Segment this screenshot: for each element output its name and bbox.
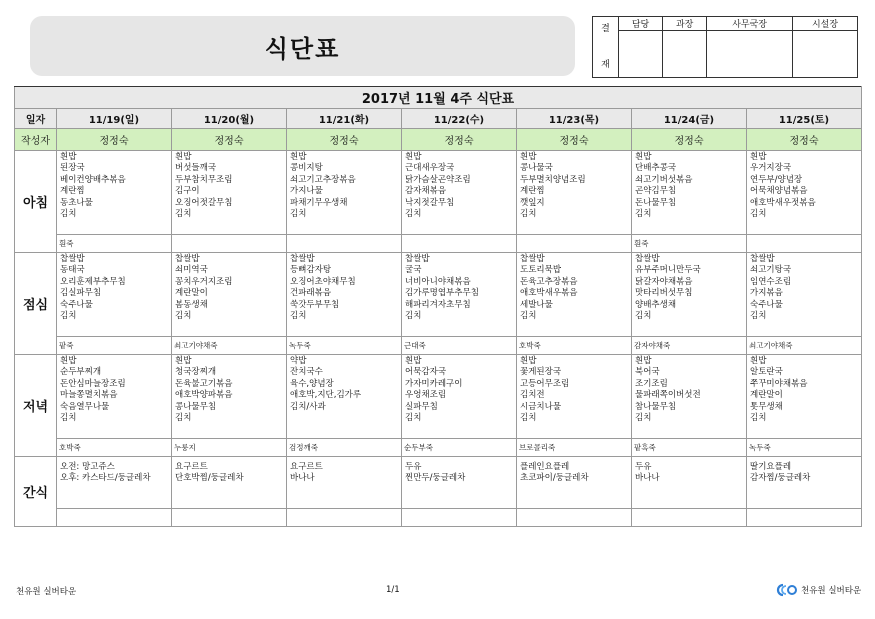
menu-item: 김치/사과 bbox=[290, 401, 326, 412]
menu-item: 톳무생채 bbox=[750, 401, 783, 412]
snack-item: 오전: 망고쥬스 bbox=[60, 462, 115, 472]
menu-item: 찹쌀밥 bbox=[290, 254, 315, 264]
menu-item: 가지나물 bbox=[290, 186, 323, 197]
approval-side-label: 결 재 bbox=[593, 17, 619, 78]
footer-page-number: 1/1 bbox=[386, 585, 400, 595]
breakfast-cell bbox=[172, 151, 287, 235]
menu-item: 돈육불고기볶음 bbox=[175, 378, 233, 389]
date-header: 11/21(화) bbox=[287, 109, 402, 129]
menu-item: 김치 bbox=[290, 208, 307, 219]
menu-item: 김치 bbox=[520, 310, 537, 321]
lunch-cell bbox=[57, 253, 172, 337]
lunch-row bbox=[15, 253, 862, 337]
date-header: 11/25(토) bbox=[747, 109, 862, 129]
porridge-item: 쇠고기야채죽 bbox=[172, 337, 287, 355]
dinner-row bbox=[15, 355, 862, 439]
menu-item: 김치 bbox=[520, 412, 537, 423]
dinner-cell bbox=[632, 355, 747, 439]
porridge-item bbox=[402, 235, 517, 253]
author-label: 작성자 bbox=[15, 129, 57, 151]
snack-sub-cell bbox=[287, 509, 402, 527]
menu-item: 애호박새우젓볶음 bbox=[750, 197, 816, 208]
date-header: 11/20(월) bbox=[172, 109, 287, 129]
menu-item: 단배추콩국 bbox=[635, 163, 677, 174]
menu-item: 동태국 bbox=[60, 265, 85, 276]
snack-item: 찐만두/둥글레차 bbox=[405, 473, 466, 484]
snack-cell bbox=[632, 457, 747, 509]
logo-text: 천유원 실버타운 bbox=[801, 586, 862, 596]
menu-item: 김치 bbox=[175, 412, 192, 423]
dinner-cell bbox=[57, 355, 172, 439]
menu-item: 애호박새우볶음 bbox=[520, 288, 578, 299]
menu-item: 알토란국 bbox=[750, 367, 783, 378]
approval-role: 사무국장 bbox=[707, 17, 793, 31]
snack-sub-cell bbox=[632, 509, 747, 527]
menu-item: 김치 bbox=[750, 208, 767, 219]
dinner-cell bbox=[402, 355, 517, 439]
menu-item: 파채기무우생채 bbox=[290, 197, 348, 208]
menu-item: 흰밥 bbox=[175, 356, 192, 366]
snack-row bbox=[15, 457, 862, 509]
approval-role: 과장 bbox=[663, 17, 707, 31]
author-name: 정정숙 bbox=[632, 129, 747, 151]
footer-logo bbox=[776, 583, 861, 597]
menu-item: 가자미카레구이 bbox=[405, 378, 463, 389]
menu-item: 흰밥 bbox=[405, 152, 422, 162]
menu-item: 우거지장국 bbox=[750, 163, 792, 174]
menu-item: 찹쌀밥 bbox=[405, 254, 430, 264]
author-name: 정정숙 bbox=[747, 129, 862, 151]
week-title: 2017년 11월 4주 식단표 bbox=[15, 87, 862, 109]
date-label: 일자 bbox=[15, 109, 57, 129]
week-title-row bbox=[15, 87, 862, 109]
menu-item: 임연수조림 bbox=[750, 276, 792, 287]
lunch-cell bbox=[172, 253, 287, 337]
menu-item: 김치 bbox=[60, 208, 77, 219]
menu-item: 쇠고기탕국 bbox=[750, 265, 792, 276]
snack-sub-cell bbox=[517, 509, 632, 527]
menu-item: 양배추생채 bbox=[635, 299, 677, 310]
menu-item: 닭갈자야채볶음 bbox=[635, 276, 693, 287]
menu-item: 된장국 bbox=[60, 163, 85, 174]
menu-item: 김구이 bbox=[175, 186, 200, 197]
menu-item: 깻잎지 bbox=[520, 197, 545, 208]
menu-item: 김치 bbox=[750, 412, 767, 423]
porridge-item: 팥흑죽 bbox=[632, 439, 747, 457]
menu-item: 실파무침 bbox=[405, 401, 438, 412]
menu-item: 오징어초야채무침 bbox=[290, 276, 356, 287]
breakfast-cell bbox=[402, 151, 517, 235]
menu-item: 가지볶음 bbox=[750, 288, 783, 299]
porridge-item bbox=[747, 235, 862, 253]
snack-item: 바나나 bbox=[290, 473, 315, 484]
author-name: 정정숙 bbox=[287, 129, 402, 151]
menu-item: 두부참치무조림 bbox=[175, 174, 233, 185]
menu-item: 참나물무침 bbox=[635, 401, 677, 412]
menu-item: 고등어무조림 bbox=[520, 378, 570, 389]
title-banner bbox=[30, 16, 575, 76]
breakfast-cell bbox=[57, 151, 172, 235]
menu-item: 조기조림 bbox=[635, 378, 668, 389]
porridge-item: 녹두죽 bbox=[287, 337, 402, 355]
menu-item: 흰밥 bbox=[520, 356, 537, 366]
breakfast-cell bbox=[287, 151, 402, 235]
lunch-porridge-row bbox=[15, 337, 862, 355]
breakfast-cell bbox=[747, 151, 862, 235]
snack-sub-cell bbox=[57, 509, 172, 527]
snack-cell bbox=[172, 457, 287, 509]
menu-item: 김실파무침 bbox=[60, 288, 102, 299]
menu-item: 김치 bbox=[520, 208, 537, 219]
approval-table bbox=[592, 16, 858, 78]
menu-item: 세발나물 bbox=[520, 299, 553, 310]
approval-sign-box[interactable] bbox=[707, 31, 793, 78]
menu-item: 도토리묵밥 bbox=[520, 265, 562, 276]
snack-cell bbox=[517, 457, 632, 509]
menu-item: 콩비지탕 bbox=[290, 163, 323, 174]
lunch-cell bbox=[287, 253, 402, 337]
menu-item: 김치 bbox=[750, 310, 767, 321]
porridge-item: 팥죽 bbox=[57, 337, 172, 355]
breakfast-cell bbox=[632, 151, 747, 235]
menu-item: 흰밥 bbox=[520, 152, 537, 162]
menu-item: 청국장찌개 bbox=[175, 367, 217, 378]
snack-item: 감자찜/둥글레차 bbox=[750, 473, 811, 484]
menu-item: 쇠고기고추장볶음 bbox=[290, 174, 356, 185]
footer-org: 천유원 실버타운 bbox=[16, 587, 77, 597]
date-header: 11/24(금) bbox=[632, 109, 747, 129]
menu-item: 동초나물 bbox=[60, 197, 93, 208]
menu-item: 흰밥 bbox=[60, 152, 77, 162]
author-name: 정정숙 bbox=[57, 129, 172, 151]
dinner-cell bbox=[517, 355, 632, 439]
menu-item: 등뼈감자탕 bbox=[290, 265, 332, 276]
menu-item: 돈안심마늘장조림 bbox=[60, 378, 126, 389]
snack-sub-row bbox=[15, 509, 862, 527]
menu-item: 찹쌀밥 bbox=[175, 254, 200, 264]
porridge-item: 녹두죽 bbox=[747, 439, 862, 457]
lunch-cell bbox=[632, 253, 747, 337]
menu-item: 김치 bbox=[405, 412, 422, 423]
menu-item: 시금치나물 bbox=[520, 401, 562, 412]
porridge-item bbox=[172, 235, 287, 253]
author-name: 정정숙 bbox=[172, 129, 287, 151]
menu-item: 숙주나물 bbox=[750, 299, 783, 310]
menu-item: 물파래쪽이버섯전 bbox=[635, 390, 701, 401]
date-header: 11/22(수) bbox=[402, 109, 517, 129]
logo-icon bbox=[776, 583, 798, 597]
menu-item: 꽃게된장국 bbox=[520, 367, 562, 378]
snack-cell bbox=[287, 457, 402, 509]
author-name: 정정숙 bbox=[517, 129, 632, 151]
menu-item: 두부멸치양념조림 bbox=[520, 174, 586, 185]
menu-item: 흰밥 bbox=[750, 356, 767, 366]
date-header: 11/19(일) bbox=[57, 109, 172, 129]
menu-item: 계란말이 bbox=[175, 288, 208, 299]
menu-item: 숙음열무나물 bbox=[60, 401, 110, 412]
menu-item: 김치 bbox=[175, 310, 192, 321]
menu-item: 김치 bbox=[60, 412, 77, 423]
snack-item: 두유 bbox=[635, 462, 652, 472]
menu-item: 연두부/양념장 bbox=[750, 174, 803, 185]
dinner-porridge-row bbox=[15, 439, 862, 457]
snack-item: 오후: 카스타드/둥글레차 bbox=[60, 473, 151, 484]
dinner-cell bbox=[172, 355, 287, 439]
menu-item: 어묵채양념볶음 bbox=[750, 186, 808, 197]
menu-item: 계란말이 bbox=[750, 390, 783, 401]
menu-item: 베이컨양배추볶음 bbox=[60, 174, 126, 185]
dinner-cell bbox=[747, 355, 862, 439]
menu-item: 돈육고추장볶음 bbox=[520, 276, 578, 287]
menu-item: 찹쌀밥 bbox=[520, 254, 545, 264]
menu-item: 계란찜 bbox=[60, 186, 85, 197]
menu-item: 김치 bbox=[175, 208, 192, 219]
snack-item: 바나나 bbox=[635, 473, 660, 484]
menu-item: 찹쌀밥 bbox=[635, 254, 660, 264]
author-row bbox=[15, 129, 862, 151]
porridge-item: 쇠고기야채죽 bbox=[747, 337, 862, 355]
menu-item: 쑥갓두부무침 bbox=[290, 299, 340, 310]
menu-item: 낙지젓갈무침 bbox=[405, 197, 455, 208]
menu-item: 돈나물무침 bbox=[635, 197, 677, 208]
porridge-item: 브로콜리죽 bbox=[517, 439, 632, 457]
author-name: 정정숙 bbox=[402, 129, 517, 151]
breakfast-label: 아침 bbox=[15, 151, 57, 253]
menu-item: 김치 bbox=[635, 310, 652, 321]
lunch-cell bbox=[747, 253, 862, 337]
porridge-item: 누룽지 bbox=[172, 439, 287, 457]
porridge-item: 근대죽 bbox=[402, 337, 517, 355]
snack-item: 딸기요플레 bbox=[750, 462, 792, 472]
approval-sign-box[interactable] bbox=[663, 31, 707, 78]
lunch-label: 점심 bbox=[15, 253, 57, 355]
menu-item: 마늘쫑멸치볶음 bbox=[60, 390, 118, 401]
menu-item: 김치 bbox=[405, 208, 422, 219]
menu-item: 굴국 bbox=[405, 265, 422, 276]
lunch-cell bbox=[517, 253, 632, 337]
lunch-cell bbox=[402, 253, 517, 337]
menu-item: 어묵감자국 bbox=[405, 367, 447, 378]
menu-item: 해파리겨자초무침 bbox=[405, 299, 471, 310]
menu-item: 흰밥 bbox=[290, 152, 307, 162]
menu-item: 봄동생채 bbox=[175, 299, 208, 310]
porridge-item: 순두부죽 bbox=[402, 439, 517, 457]
menu-item: 오징어젓갈무침 bbox=[175, 197, 233, 208]
menu-item: 숙주나물 bbox=[60, 299, 93, 310]
approval-role: 담당 bbox=[619, 17, 663, 31]
menu-item: 유부주머니만두국 bbox=[635, 265, 701, 276]
dinner-label: 저녁 bbox=[15, 355, 57, 457]
snack-label: 간식 bbox=[15, 457, 57, 527]
menu-item: 순두부찌개 bbox=[60, 367, 102, 378]
snack-sub-cell bbox=[747, 509, 862, 527]
menu-item: 잔치국수 bbox=[290, 367, 323, 378]
menu-item: 김가루명엽부추무침 bbox=[405, 288, 479, 299]
menu-item: 흰밥 bbox=[635, 152, 652, 162]
menu-item: 쇠미역국 bbox=[175, 265, 208, 276]
menu-item: 버섯들깨국 bbox=[175, 163, 217, 174]
menu-item: 김치 bbox=[635, 412, 652, 423]
snack-cell bbox=[747, 457, 862, 509]
porridge-item: 검정깨죽 bbox=[287, 439, 402, 457]
menu-item: 육수,양념장 bbox=[290, 378, 334, 389]
menu-item: 우엉채조림 bbox=[405, 390, 447, 401]
menu-item: 김치 bbox=[290, 310, 307, 321]
porridge-item bbox=[517, 235, 632, 253]
snack-cell bbox=[57, 457, 172, 509]
porridge-item: 흰죽 bbox=[632, 235, 747, 253]
menu-item: 김치 bbox=[405, 310, 422, 321]
snack-item: 두유 bbox=[405, 462, 422, 472]
menu-item: 김치 bbox=[60, 310, 77, 321]
menu-item: 건파래볶음 bbox=[290, 288, 332, 299]
porridge-item bbox=[287, 235, 402, 253]
porridge-item: 호박죽 bbox=[517, 337, 632, 355]
menu-item: 찹쌀밥 bbox=[750, 254, 775, 264]
menu-item: 흰밥 bbox=[175, 152, 192, 162]
menu-item: 곤약김무침 bbox=[635, 186, 677, 197]
approval-role: 시설장 bbox=[792, 17, 857, 31]
menu-item: 계란찜 bbox=[520, 186, 545, 197]
menu-item: 쭈꾸미야채볶음 bbox=[750, 378, 808, 389]
menu-item: 쇠고기버섯볶음 bbox=[635, 174, 693, 185]
menu-item: 약밥 bbox=[290, 356, 307, 366]
snack-item: 초코파이/둥글레차 bbox=[520, 473, 589, 484]
page-title: 식단표 bbox=[264, 34, 341, 63]
menu-item: 꽁치우거지조림 bbox=[175, 276, 233, 287]
breakfast-row bbox=[15, 151, 862, 235]
menu-item: 너비아니야채볶음 bbox=[405, 276, 471, 287]
snack-item: 단호박찜/둥글레차 bbox=[175, 473, 244, 484]
menu-item: 찹쌀밥 bbox=[60, 254, 85, 264]
menu-table bbox=[14, 86, 862, 527]
menu-item: 애호박양파볶음 bbox=[175, 390, 233, 401]
menu-item: 흰밥 bbox=[60, 356, 77, 366]
dinner-cell bbox=[287, 355, 402, 439]
snack-item: 플레인요플레 bbox=[520, 462, 570, 472]
menu-item: 흰밥 bbox=[405, 356, 422, 366]
menu-item: 김치 bbox=[635, 208, 652, 219]
porridge-item: 감자야채죽 bbox=[632, 337, 747, 355]
menu-item: 닭가슴살곤약조림 bbox=[405, 174, 471, 185]
date-header: 11/23(목) bbox=[517, 109, 632, 129]
approval-sign-box[interactable] bbox=[792, 31, 857, 78]
snack-item: 요구르트 bbox=[290, 462, 323, 472]
snack-sub-cell bbox=[402, 509, 517, 527]
menu-item: 맛타리버섯무침 bbox=[635, 288, 693, 299]
date-row bbox=[15, 109, 862, 129]
porridge-item: 흰죽 bbox=[57, 235, 172, 253]
menu-item: 흰밥 bbox=[635, 356, 652, 366]
breakfast-cell bbox=[517, 151, 632, 235]
breakfast-porridge-row bbox=[15, 235, 862, 253]
approval-sign-box[interactable] bbox=[619, 31, 663, 78]
menu-item: 애호박,지단,김가루 bbox=[290, 390, 362, 401]
menu-item: 감자채볶음 bbox=[405, 186, 447, 197]
menu-item: 김치전 bbox=[520, 390, 545, 401]
snack-sub-cell bbox=[172, 509, 287, 527]
porridge-item: 호박죽 bbox=[57, 439, 172, 457]
menu-item: 콩나물국 bbox=[520, 163, 553, 174]
menu-item: 콩나물무침 bbox=[175, 401, 217, 412]
menu-item: 북어국 bbox=[635, 367, 660, 378]
menu-item: 흰밥 bbox=[750, 152, 767, 162]
snack-cell bbox=[402, 457, 517, 509]
snack-item: 요구르트 bbox=[175, 462, 208, 472]
menu-item: 근대새우장국 bbox=[405, 163, 455, 174]
menu-item: 오리훈제부추무침 bbox=[60, 276, 126, 287]
